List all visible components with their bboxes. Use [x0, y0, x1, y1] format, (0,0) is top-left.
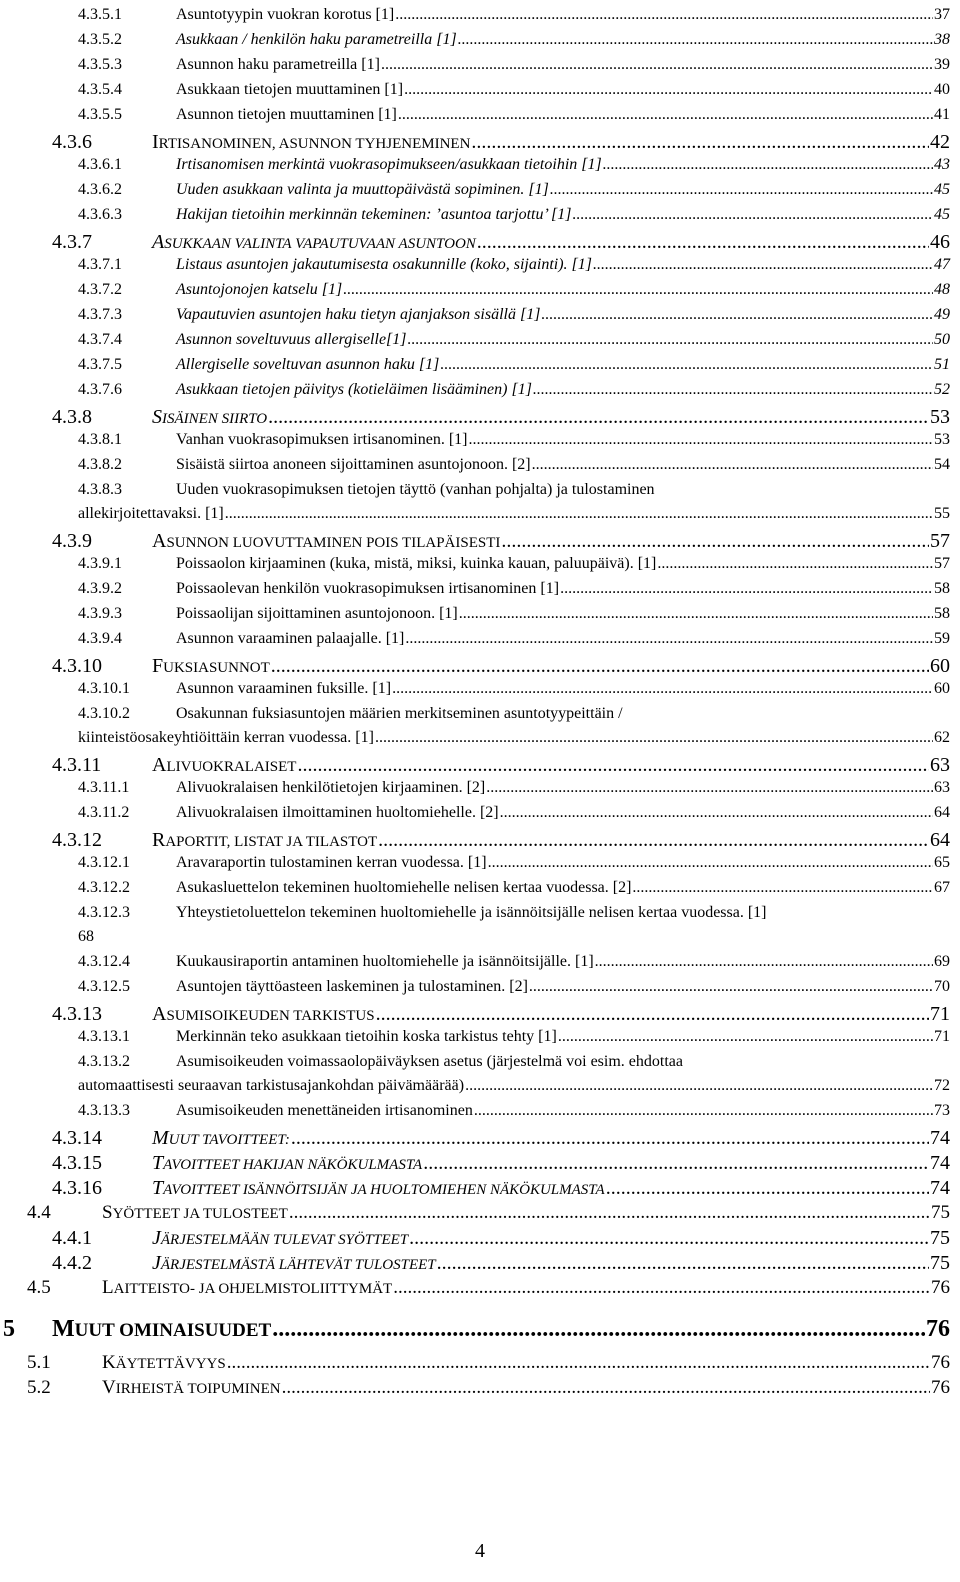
toc-entry-title [152, 1127, 290, 1150]
toc-title-initial: A [152, 530, 167, 552]
dot-leader [459, 605, 933, 623]
toc-entry-number: 4.3.6.1 [78, 156, 122, 173]
toc-title-smallcaps: IRHEISTÄ TOIPUMINEN [115, 1381, 281, 1397]
toc-entry-page: 60 [934, 680, 950, 697]
toc-entry-number: 4.3.5.5 [78, 106, 122, 123]
toc-title-smallcaps: UUT OMINAISUUDET [74, 1320, 272, 1341]
dot-leader [423, 1152, 929, 1175]
toc-entry-title: Asukkaan tietojen muuttaminen [1] [176, 81, 404, 98]
toc-entry-page: 46 [930, 231, 950, 253]
toc-entry-title: Vanhan vuokrasopimuksen irtisanominen. [1] [176, 431, 468, 448]
toc-entry-title: Asuntotyypin vuokran korotus [1] [176, 6, 395, 23]
dot-leader [343, 281, 933, 299]
dot-leader [272, 1316, 925, 1343]
toc-entry-number: 4.3.5.1 [78, 6, 122, 23]
toc-title-initial: A [152, 754, 167, 776]
toc-entry-page: 57 [934, 555, 950, 572]
toc-entry-title: Poissaolevan henkilön vuokrasopimuksen irtisanominen [1] [176, 580, 560, 597]
toc-entry-page: 72 [934, 1077, 950, 1094]
toc-entry-number: 4.3.7.3 [78, 306, 122, 323]
toc-entry-page: 53 [930, 406, 950, 428]
dot-leader [541, 306, 933, 324]
toc-entry-number: 4.4 [27, 1202, 51, 1223]
toc-title-initial: M [52, 1316, 75, 1342]
toc-entry-title [152, 754, 296, 777]
toc-entry-title [102, 1377, 281, 1399]
toc-entry-title-continuation: allekirjoitettavaksi. [1] [78, 505, 224, 522]
dot-leader [375, 729, 933, 747]
toc-title-initial: S [152, 406, 162, 428]
dot-leader [381, 56, 933, 74]
toc-entry-number: 4.3.8.2 [78, 456, 122, 473]
toc-entry-title: Uuden asukkaan valinta ja muuttopäivästä sopiminen. [1] [176, 181, 549, 198]
toc-title-initial: T [152, 1152, 164, 1174]
toc-title-initial: T [152, 1177, 164, 1199]
toc-title-smallcaps: ÄRJESTELMÄSTÄ LÄHTEVÄT TULOSTEET [160, 1257, 436, 1273]
toc-entry-title [152, 1227, 408, 1250]
toc-entry-page: 37 [934, 6, 950, 23]
toc-entry-page: 49 [934, 306, 950, 323]
toc-entry-number: 5.1 [27, 1352, 51, 1373]
toc-entry-title: Asumisoikeuden voimassaolopäiväyksen asetus (järjestelmä voi esim. ehdottaa [176, 1053, 683, 1070]
toc-entry-page: 74 [930, 1152, 950, 1174]
toc-entry-title: Poissaolijan sijoittaminen asuntojonoon. [1] [176, 605, 458, 622]
toc-entry-number: 4.3.10.1 [78, 680, 130, 697]
toc-entry-title: Asumisoikeuden menettäneiden irtisanominen [176, 1102, 473, 1119]
dot-leader [405, 630, 933, 648]
toc-entry-page: 54 [934, 456, 950, 473]
toc-entry-page: 45 [934, 181, 950, 198]
toc-entry-number: 4.3.7.5 [78, 356, 122, 373]
toc-entry-page: 40 [934, 81, 950, 98]
toc-title-smallcaps: ÄRJESTELMÄÄN TULEVAT SYÖTTEET [160, 1232, 409, 1248]
dot-leader [550, 181, 933, 199]
toc-entry-number: 4.3.9.2 [78, 580, 122, 597]
toc-entry-page: 76 [931, 1277, 950, 1298]
dot-leader [533, 381, 933, 399]
toc-entry-title [152, 829, 377, 852]
dot-leader [297, 754, 929, 777]
toc-entry-number: 5.2 [27, 1377, 51, 1398]
toc-entry-page: 43 [934, 156, 950, 173]
toc-entry-title: Asunnon varaaminen fuksille. [1] [176, 680, 392, 697]
toc-entry-title [102, 1202, 288, 1224]
toc-entry-page: 48 [934, 281, 950, 298]
dot-leader [393, 1277, 930, 1299]
toc-title-smallcaps: RTISANOMINEN, ASUNNON TYHJENEMINEN [158, 136, 471, 152]
toc-entry-page: 63 [930, 754, 950, 776]
toc-entry-number: 4.3.9.4 [78, 630, 122, 647]
toc-entry-title [152, 1252, 436, 1275]
toc-entry-number: 4.3.10 [52, 655, 102, 677]
dot-leader [573, 206, 934, 224]
dot-leader [291, 1127, 929, 1150]
toc-entry-title [152, 1152, 422, 1175]
toc-entry-title: Hakijan tietoihin merkinnän tekeminen: ’asuntoa tarjottu’ [1] [176, 206, 572, 223]
toc-entry-page: 74 [930, 1127, 950, 1149]
toc-entry-page: 75 [931, 1202, 950, 1223]
toc-entry-title: Asuntojonojen katselu [1] [176, 281, 343, 298]
toc-title-smallcaps: UUT TAVOITTEET: [168, 1132, 290, 1148]
toc-entry-number: 4.3.12 [52, 829, 102, 851]
toc-entry-title [102, 1277, 392, 1299]
toc-title-initial: S [102, 1202, 113, 1223]
toc-entry-title: Alivuokralaisen henkilötietojen kirjaaminen. [2] [176, 779, 486, 796]
dot-leader [529, 978, 933, 996]
toc-title-initial: A [152, 231, 165, 253]
toc-entry-title: Merkinnän teko asukkaan tietoihin koska tarkistus tehty [1] [176, 1028, 557, 1045]
dot-leader [268, 406, 929, 429]
toc-entry-title: Alivuokralaisen ilmoittaminen huoltomiehelle. [2] [176, 804, 499, 821]
toc-entry-number: 4.3.11.2 [78, 804, 130, 821]
toc-entry-number: 4.3.6.3 [78, 206, 122, 223]
dot-leader [227, 1352, 930, 1374]
toc-entry-number: 4.3.9.1 [78, 555, 122, 572]
toc-title-initial: V [102, 1377, 116, 1398]
toc-entry-number: 4.3.7.6 [78, 381, 122, 398]
toc-entry-number: 4.3.16 [52, 1177, 102, 1199]
toc-entry-number: 4.3.13.3 [78, 1102, 130, 1119]
toc-entry-title [152, 231, 476, 254]
toc-entry-title [152, 655, 270, 678]
toc-title-initial: J [152, 1252, 161, 1274]
toc-title-initial: R [152, 829, 166, 851]
toc-entry-title-continuation: kiinteistöosakeyhtiöittäin kerran vuodessa. [1] [78, 729, 374, 746]
toc-title-initial: J [152, 1227, 161, 1249]
dot-leader [632, 879, 933, 897]
dot-leader [500, 804, 933, 822]
toc-entry-page: 65 [934, 854, 950, 871]
toc-entry-page: 76 [926, 1316, 950, 1342]
toc-entry-number: 4.3.13.2 [78, 1053, 130, 1070]
toc-entry-title-continuation: automaattisesti seuraavan tarkistusajankohdan päivämäärää) [78, 1077, 465, 1094]
toc-entry-title: Allergiselle soveltuvan asunnon haku [1] [176, 356, 440, 373]
toc-entry-page: 76 [931, 1377, 950, 1398]
dot-leader [486, 779, 933, 797]
toc-entry-title: Asunnon varaaminen palaajalle. [1] [176, 630, 405, 647]
toc-entry-number: 4.3.12.5 [78, 978, 130, 995]
toc-entry-page: 38 [934, 31, 950, 48]
dot-leader [465, 1077, 933, 1095]
toc-entry-page: 58 [934, 580, 950, 597]
toc-entry-title: Sisäistä siirtoa anoneen sijoittaminen asuntojonoon. [2] [176, 456, 531, 473]
toc-entry-page: 58 [934, 605, 950, 622]
toc-entry-page: 63 [934, 779, 950, 796]
dot-leader [271, 655, 929, 678]
toc-entry-title: Poissaolon kirjaaminen (kuka, mistä, miksi, kuinka kauan, paluupäivä). [1] [176, 555, 657, 572]
toc-entry-number: 4.4.1 [52, 1227, 92, 1249]
toc-title-smallcaps: SUNNON LUOVUTTAMINEN POIS TILAPÄISESTI [166, 535, 501, 551]
toc-entry-page: 76 [931, 1352, 950, 1373]
toc-title-smallcaps: ÄYTETTÄVYYS [115, 1356, 226, 1372]
toc-entry-title [152, 530, 500, 553]
toc-entry-title: Uuden vuokrasopimuksen tietojen täyttö (vanhan pohjalta) ja tulostaminen [176, 481, 655, 498]
dot-leader [469, 431, 934, 449]
toc-entry-page: 55 [934, 505, 950, 522]
dot-leader [225, 505, 933, 523]
dot-leader [440, 356, 933, 374]
toc-entry-page: 41 [934, 106, 950, 123]
dot-leader [404, 81, 933, 99]
toc-entry-page: 71 [934, 1028, 950, 1045]
toc-entry-page: 52 [934, 381, 950, 398]
dot-leader [378, 829, 929, 852]
toc-entry-page: 51 [934, 356, 950, 373]
dot-leader [593, 256, 933, 274]
toc-entry-page: 42 [930, 131, 950, 153]
toc-entry-title-continuation: 68 [78, 928, 94, 945]
toc-entry-title [152, 1177, 605, 1200]
dot-leader [471, 131, 929, 154]
toc-entry-number: 4.3.10.2 [78, 705, 130, 722]
toc-entry-page: 74 [930, 1177, 950, 1199]
toc-entry-page: 64 [934, 804, 950, 821]
toc-entry-number: 4.4.2 [52, 1252, 92, 1274]
toc-entry-number: 4.3.5.3 [78, 56, 122, 73]
dot-leader [376, 1003, 929, 1026]
dot-leader [532, 456, 933, 474]
dot-leader [488, 854, 933, 872]
dot-leader [409, 1227, 929, 1250]
toc-entry-number: 4.3.6 [52, 131, 92, 153]
toc-entry-number: 4.3.9.3 [78, 605, 122, 622]
toc-entry-page: 67 [934, 879, 950, 896]
toc-entry-number: 4.3.9 [52, 530, 92, 552]
toc-entry-title [152, 1003, 375, 1026]
toc-entry-title: Asunnon tietojen muuttaminen [1] [176, 106, 397, 123]
toc-entry-title: Yhteystietoluettelon tekeminen huoltomiehelle ja isännöitsijälle nelisen kertaa vuodessa. [1] [176, 904, 767, 921]
toc-entry-page: 62 [934, 729, 950, 746]
toc-entry-number: 4.3.5.2 [78, 31, 122, 48]
dot-leader [477, 231, 929, 254]
toc-title-smallcaps: AVOITTEET HAKIJAN NÄKÖKULMASTA [163, 1157, 423, 1173]
dot-leader [458, 31, 933, 49]
toc-entry-number: 4.3.7.2 [78, 281, 122, 298]
toc-entry-title [152, 131, 470, 154]
page-number: 4 [475, 1540, 485, 1562]
toc-entry-page: 47 [934, 256, 950, 273]
dot-leader [606, 1177, 929, 1200]
toc-entry-number: 4.3.13 [52, 1003, 102, 1025]
toc-entry-title: Asukkaan tietojen päivitys (kotieläimen lisääminen) [1] [176, 381, 532, 398]
toc-entry-title: Asunnon haku parametreilla [1] [176, 56, 380, 73]
toc-entry-number: 4.3.11 [52, 754, 102, 776]
toc-entry-page: 57 [930, 530, 950, 552]
toc-title-smallcaps: LIVUOKRALAISET [166, 759, 297, 775]
toc-entry-title: Asuntojen täyttöasteen laskeminen ja tulostaminen. [2] [176, 978, 528, 995]
toc-entry-title: Listaus asuntojen jakautumisesta osakunnille (koko, sijainti). [1] [176, 256, 592, 273]
dot-leader [395, 6, 933, 24]
toc-entry-number: 4.5 [27, 1277, 51, 1298]
dot-leader [603, 156, 933, 174]
dot-leader [558, 1028, 933, 1046]
toc-entry-title: Asunnon soveltuvuus allergiselle[1] [176, 331, 407, 348]
toc-entry-page: 70 [934, 978, 950, 995]
dot-leader [437, 1252, 929, 1275]
dot-leader [595, 953, 933, 971]
toc-entry-page: 64 [930, 829, 950, 851]
toc-entry-page: 53 [934, 431, 950, 448]
toc-title-initial: M [152, 1127, 169, 1149]
toc-entry-title: Kuukausiraportin antaminen huoltomiehelle ja isännöitsijälle. [1] [176, 953, 594, 970]
toc-entry-page: 60 [930, 655, 950, 677]
dot-leader [398, 106, 933, 124]
toc-entry-title [152, 406, 267, 429]
toc-title-smallcaps: YÖTTEET JA TULOSTEET [112, 1206, 288, 1222]
dot-leader [392, 680, 933, 698]
dot-leader [474, 1102, 933, 1120]
toc-entry-number: 4.3.12.1 [78, 854, 130, 871]
toc-entry-title: Irtisanomisen merkintä vuokrasopimukseen/asukkaan tietoihin [1] [176, 156, 602, 173]
dot-leader [560, 580, 933, 598]
toc-entry-number: 4.3.7 [52, 231, 92, 253]
toc-entry-page: 71 [930, 1003, 950, 1025]
toc-entry-number: 4.3.12.4 [78, 953, 130, 970]
toc-entry-title [52, 1316, 271, 1343]
toc-entry-number: 4.3.15 [52, 1152, 102, 1174]
toc-title-smallcaps: UKSIASUNNOT [163, 660, 270, 676]
toc-entry-number: 4.3.12.2 [78, 879, 130, 896]
toc-entry-page: 75 [930, 1252, 950, 1274]
toc-entry-number: 4.3.7.1 [78, 256, 122, 273]
dot-leader [657, 555, 933, 573]
toc-entry-number: 4.3.5.4 [78, 81, 122, 98]
dot-leader [282, 1377, 930, 1399]
toc-title-initial: L [102, 1277, 114, 1298]
toc-entry-number: 4.3.8.3 [78, 481, 122, 498]
toc-title-smallcaps: ISÄINEN SIIRTO [162, 411, 268, 427]
dot-leader [408, 331, 934, 349]
toc-title-initial: K [102, 1352, 116, 1373]
toc-entry-title: Asukasluettelon tekeminen huoltomiehelle nelisen kertaa vuodessa. [2] [176, 879, 632, 896]
toc-title-initial: A [152, 1003, 167, 1025]
toc-title-initial: F [152, 655, 164, 677]
toc-entry-page: 59 [934, 630, 950, 647]
dot-leader [501, 530, 929, 553]
toc-title-initial: I [152, 131, 159, 153]
toc-entry-number: 4.3.14 [52, 1127, 102, 1149]
toc-title-smallcaps: SUMISOIKEUDEN TARKISTUS [166, 1008, 375, 1024]
toc-entry-number: 4.3.6.2 [78, 181, 122, 198]
toc-entry-number: 4.3.8.1 [78, 431, 122, 448]
toc-entry-number: 5 [3, 1316, 15, 1342]
dot-leader [289, 1202, 930, 1224]
toc-entry-page: 73 [934, 1102, 950, 1119]
toc-entry-page: 45 [934, 206, 950, 223]
toc-title-smallcaps: APORTIT, LISTAT JA TILASTOT [165, 834, 378, 850]
toc-entry-number: 4.3.12.3 [78, 904, 130, 921]
toc-entry-title: Vapautuvien asuntojen haku tietyn ajanjakson sisällä [1] [176, 306, 541, 323]
toc-title-smallcaps: AVOITTEET ISÄNNÖITSIJÄN JA HUOLTOMIEHEN NÄKÖKULMASTA [163, 1182, 605, 1198]
toc-entry-page: 39 [934, 56, 950, 73]
toc-entry-title [102, 1352, 226, 1374]
toc-entry-number: 4.3.13.1 [78, 1028, 130, 1045]
toc-title-smallcaps: SUKKAAN VALINTA VAPAUTUVAAN ASUNTOON [164, 236, 476, 252]
toc-entry-title: Aravaraportin tulostaminen kerran vuodessa. [1] [176, 854, 487, 871]
toc-entry-page: 69 [934, 953, 950, 970]
toc-entry-number: 4.3.11.1 [78, 779, 130, 796]
toc-entry-page: 50 [934, 331, 950, 348]
toc-entry-page: 75 [930, 1227, 950, 1249]
toc-entry-number: 4.3.7.4 [78, 331, 122, 348]
toc-entry-title: Asukkaan / henkilön haku parametreilla [1] [176, 31, 457, 48]
toc-entry-number: 4.3.8 [52, 406, 92, 428]
toc-title-smallcaps: AITTEISTO- JA OHJELMISTOLIITTYMÄT [113, 1281, 393, 1297]
toc-entry-title: Osakunnan fuksiasuntojen määrien merkitseminen asuntotyypeittäin / [176, 705, 623, 722]
